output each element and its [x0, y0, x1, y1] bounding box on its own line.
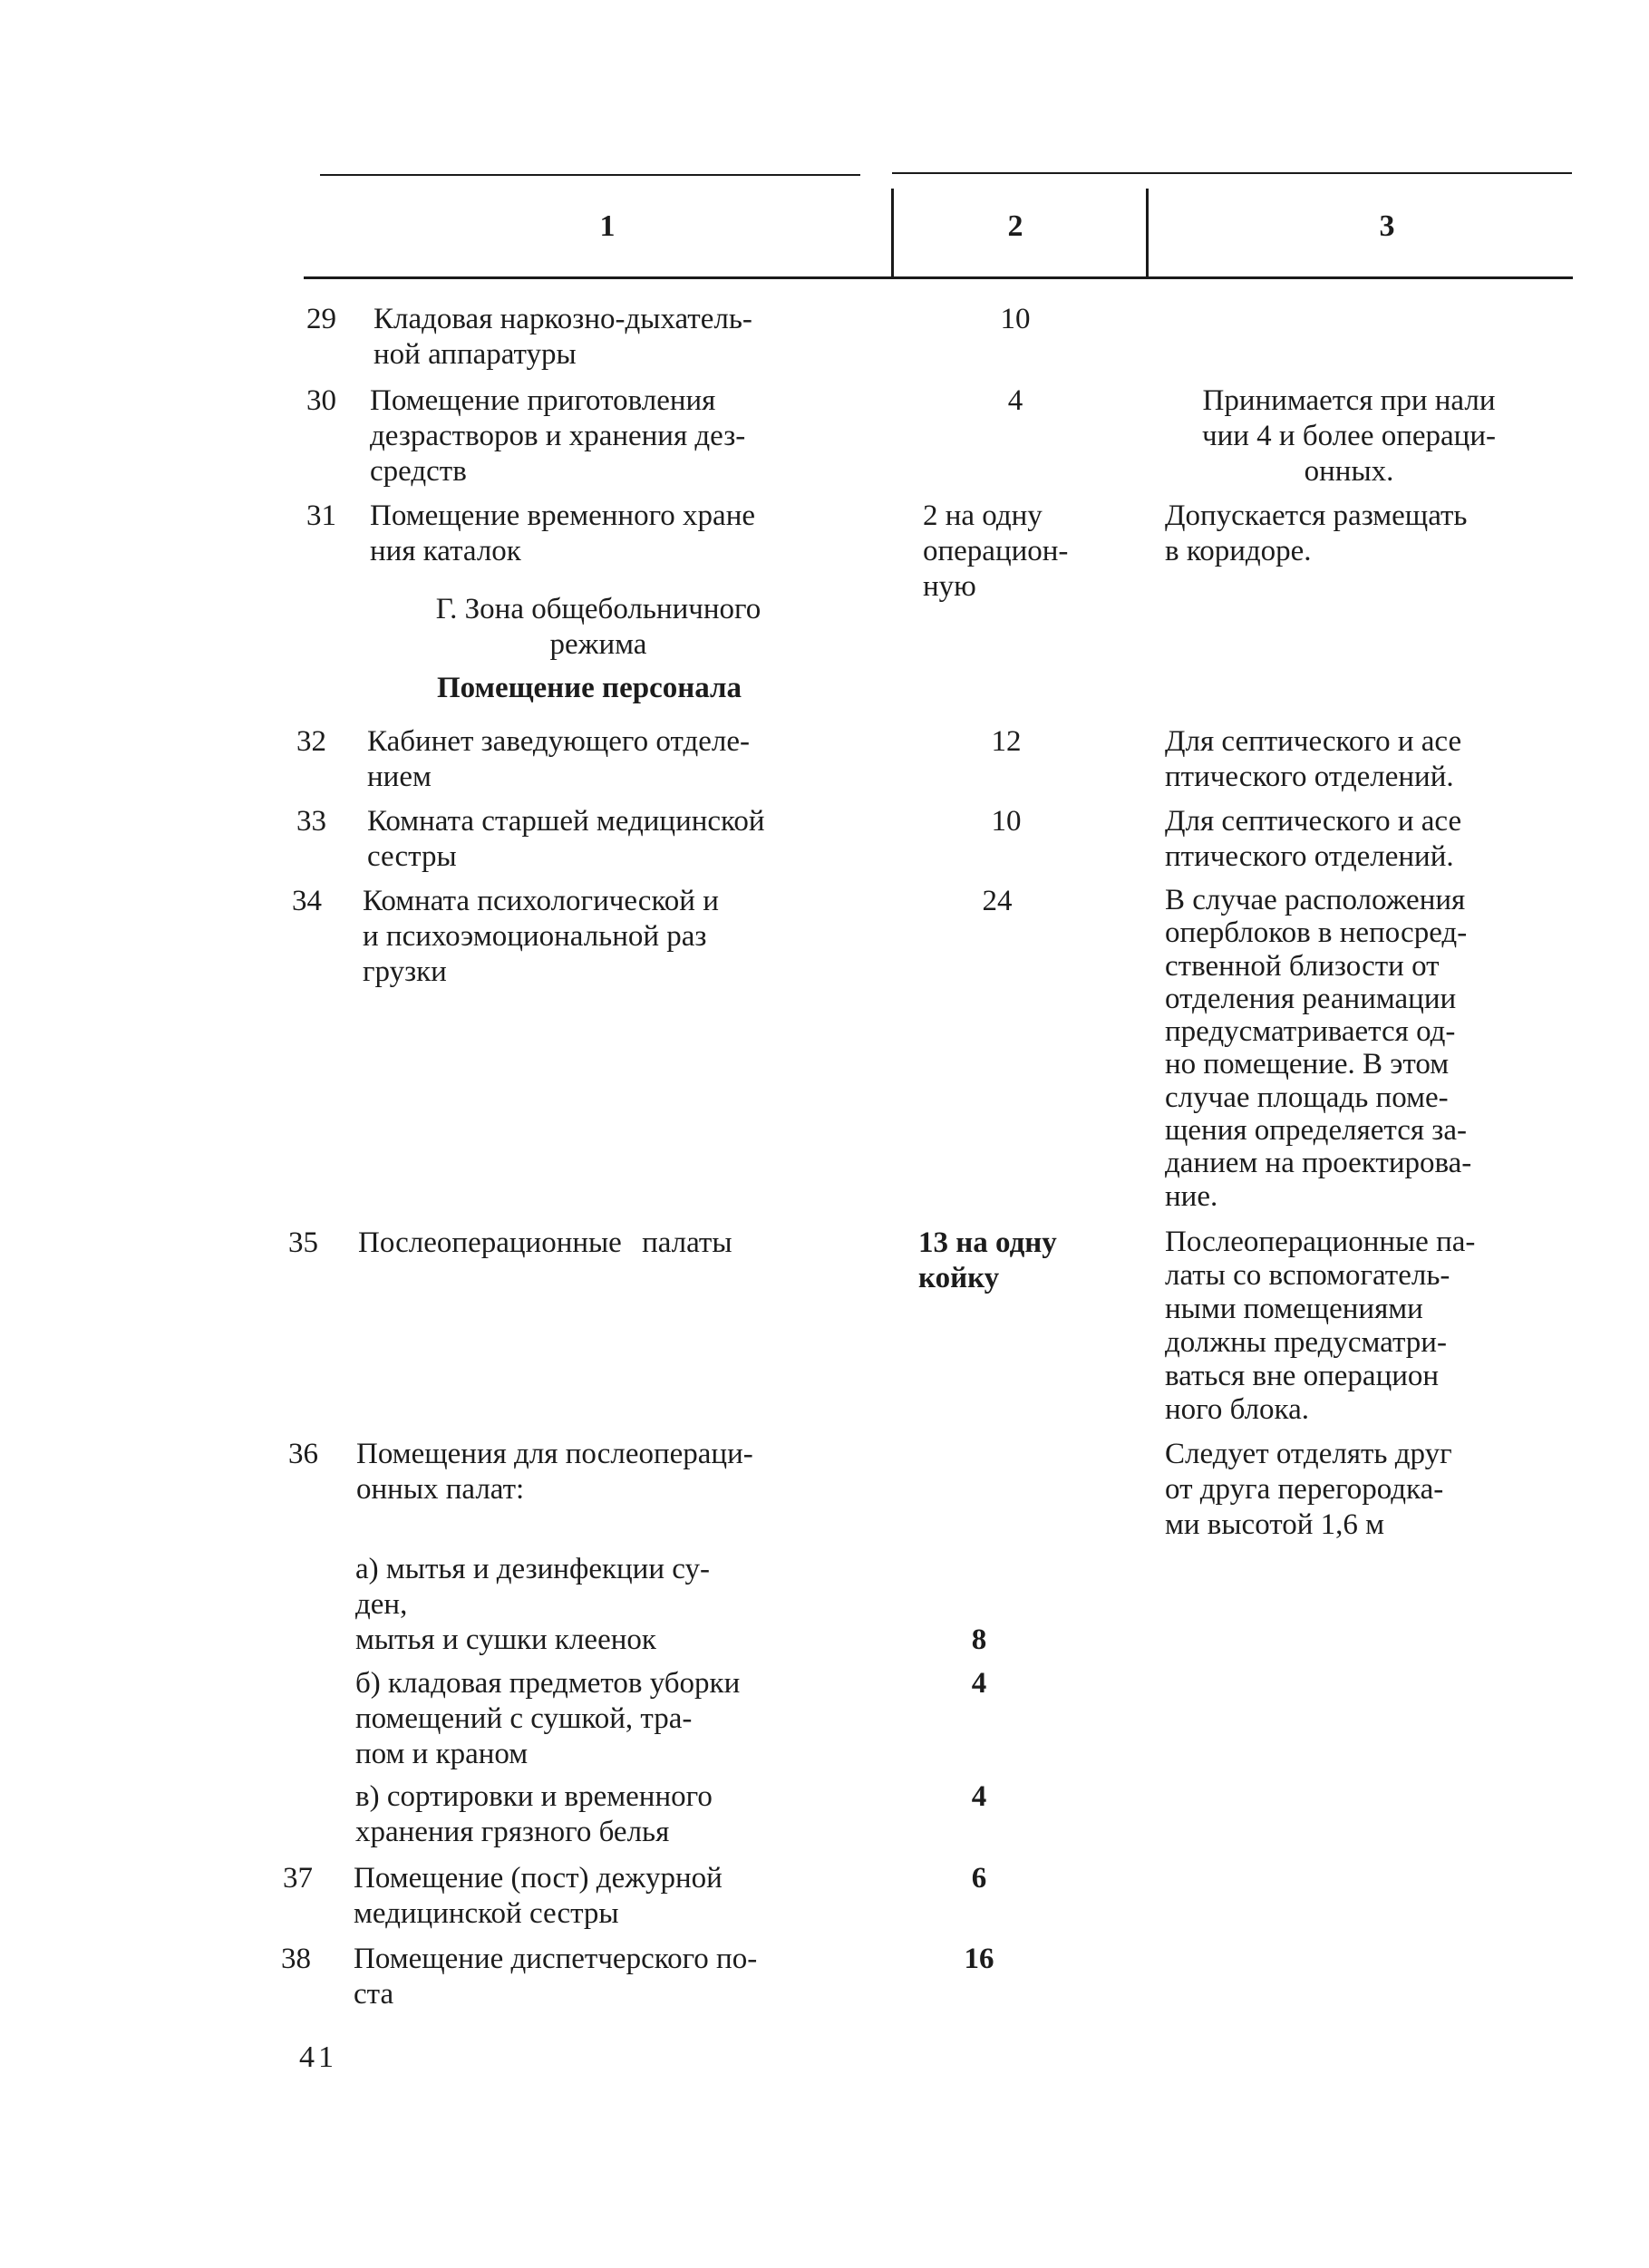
header-bottom-rule	[304, 276, 1573, 279]
row-name: Помещения для послеопераци- онных палат:	[356, 1438, 753, 1506]
row-number: 29	[306, 303, 336, 335]
page-number: 41	[299, 2040, 337, 2074]
row-area: 12	[991, 725, 1022, 758]
row-area: 6	[971, 1862, 987, 1895]
row-name: Помещение приготовления дезрастворов и хранения дез- средств	[370, 384, 746, 488]
row-area: 2 на одну операцион- ную	[923, 499, 1069, 603]
row-number: 36	[288, 1438, 318, 1470]
row-note: Следует отделять друг от друга перегородка- ми высотой 1,6 м	[1165, 1438, 1452, 1541]
row-note: Принимается при нали чии 4 и более операци- онных.	[1202, 384, 1496, 488]
row-area: 16	[964, 1943, 994, 1975]
row-note: Для септического и асе птического отделений.	[1165, 725, 1462, 793]
row-note: Допускается размещать в коридоре.	[1165, 499, 1468, 567]
row-name: Послеоперационные палаты	[358, 1226, 732, 1259]
row-number: 32	[296, 725, 326, 758]
row-note: В случае расположения оперблоков в непосред- ственной близости от отделения реанимации предусматривается од- но помещение. В этом случае площадь поме- щения определяется за- данием на проектирова- ние.	[1165, 884, 1472, 1213]
header-top-rule-right	[892, 172, 1572, 174]
row-area: 4	[1007, 384, 1023, 417]
row-name: Комната психологической и и психоэмоциональной раз грузки	[363, 885, 719, 988]
row-area: 10	[1000, 303, 1031, 335]
row-area: 24	[982, 885, 1013, 917]
subitem-c: в) сортировки и временного хранения грязного белья	[355, 1780, 713, 1848]
subitem-a-area: 8	[971, 1623, 987, 1656]
section-subtitle: Помещение персонала	[436, 672, 742, 704]
row-note: Для септического и асе птического отделений.	[1165, 805, 1462, 873]
row-number: 31	[306, 499, 336, 532]
row-number: 33	[296, 805, 326, 838]
row-name: Комната старшей медицинской сестры	[367, 805, 765, 873]
subitem-b: б) кладовая предметов уборки помещений с сушкой, тра- пом и краном	[355, 1667, 741, 1770]
row-note: Послеоперационные па- латы со вспомогатель- ными помещениями должны предусматри- ваться вне операцион ного блока.	[1165, 1226, 1476, 1426]
row-number: 37	[283, 1862, 313, 1895]
header-top-rule-left	[320, 174, 860, 176]
row-name: Кладовая наркозно-дыхатель- ной аппаратуры	[373, 303, 752, 371]
row-name: Помещение диспетчерского по- ста	[354, 1943, 758, 2011]
row-name: Помещение (пост) дежурной медицинской сестры	[354, 1862, 723, 1930]
column-header-2: 2	[1007, 209, 1023, 243]
header-divider-1	[891, 189, 894, 276]
subitem-c-area: 4	[971, 1780, 987, 1813]
header-divider-2	[1146, 189, 1149, 276]
row-area: 10	[991, 805, 1022, 838]
subitem-b-area: 4	[971, 1667, 987, 1700]
row-number: 34	[292, 885, 322, 917]
row-name: Кабинет заведующего отделе- нием	[367, 725, 750, 793]
column-header-3: 3	[1379, 209, 1395, 243]
row-number: 30	[306, 384, 336, 417]
row-name: Помещение временного хране ния каталок	[370, 499, 756, 567]
subitem-a: а) мытья и дезинфекции су- ден, мытья и сушки клеенок	[355, 1553, 710, 1656]
column-header-1: 1	[599, 209, 616, 243]
section-title: Г. Зона общебольничного режима	[435, 593, 761, 661]
row-number: 35	[288, 1226, 318, 1259]
row-number: 38	[281, 1943, 311, 1975]
row-area: 13 на одну койку	[918, 1226, 1057, 1294]
